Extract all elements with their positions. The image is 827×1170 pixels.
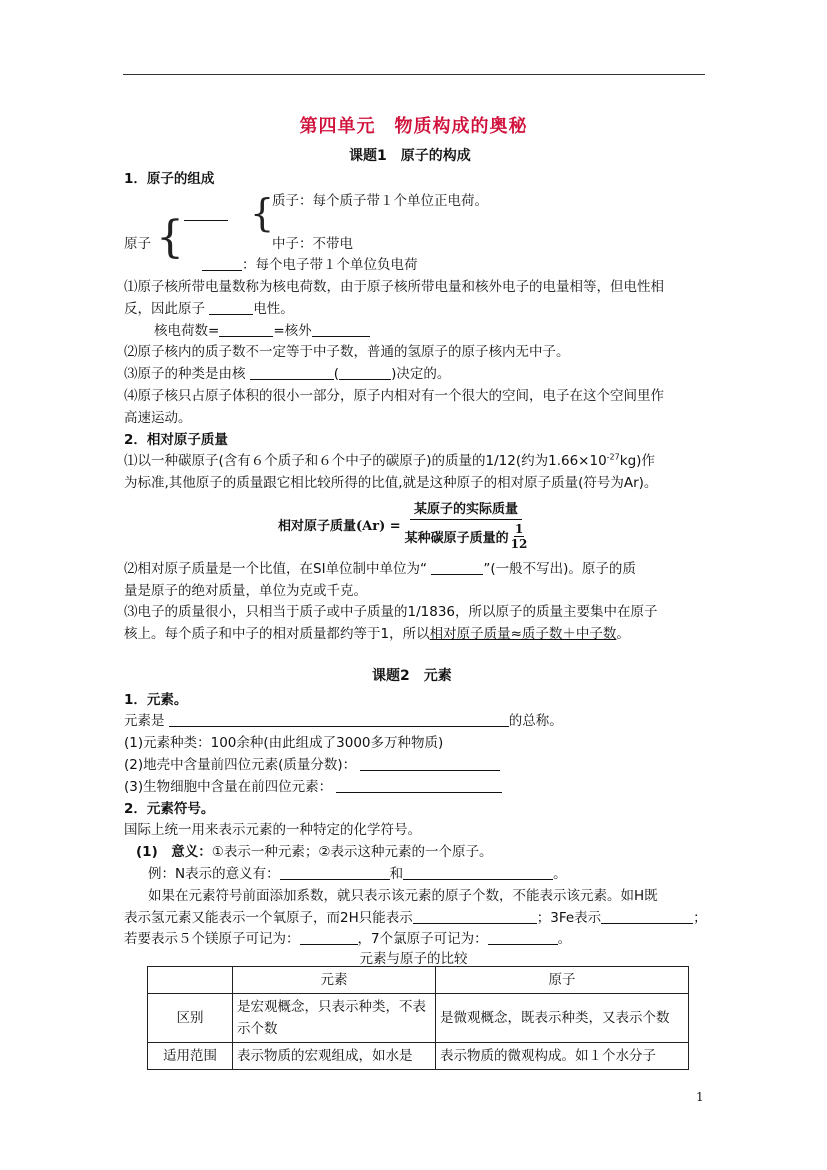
para-q2a-pre: ⑵相对原子质量是一个比值，在SI单位制中单位为“ [124, 561, 428, 577]
para-4a: ⑷原子核只占原子体积的很小一部分，原子内相对有一个很大的空间，电子在这个空间里作 [124, 388, 664, 404]
formula-denominator: 某种碳原子质量的 [404, 531, 509, 546]
header-rule [123, 74, 705, 75]
table-caption: 元素与原子的比较 [359, 951, 468, 967]
para-1b-pre: 反，因此原子 [124, 301, 205, 317]
electron-line: ：每个电子带１个单位负电荷 [242, 257, 418, 273]
cell-blank [336, 778, 502, 793]
table-cell: 适用范围 [148, 1043, 233, 1070]
lesson1-heading: 课题1 原子的构成 [349, 148, 471, 164]
symbol-intro: 国际上统一用来表示元素的一种特定的化学符号。 [124, 822, 421, 838]
table-header-row [148, 967, 689, 994]
para-2: ⑵原子核内的质子数不一定等于中子数，普通的氢原子的原子核内无中子。 [124, 344, 570, 360]
example-mid: 和 [389, 866, 404, 882]
section-atom-composition: 1．原子的组成 [124, 171, 215, 187]
coefficient-line-2-post: ； [693, 910, 707, 926]
element-def-pre: 元素是 [124, 713, 165, 729]
para-1b-post: 电性。 [253, 301, 294, 317]
coefficient-line-3-mid: ，7个氯原子可记为： [357, 931, 488, 947]
lesson2-heading: 课题2 元素 [372, 668, 452, 684]
para-q2b: 量是原子的绝对质量，单位为克或千克。 [124, 583, 367, 599]
element-list-1: (1)元素种类：100余种(由此组成了3000多万种物质) [124, 735, 444, 751]
charge-blank [209, 300, 253, 315]
table-cell: 是宏观概念，只表示种类，不表示个数 [233, 994, 436, 1043]
table-cell: 表示物质的微观构成。如１个水分子 [436, 1043, 689, 1070]
example-blank1 [280, 865, 390, 880]
nuclear-charge-blank1 [219, 322, 273, 337]
formula-numerator: 某原子的实际质量 [410, 498, 522, 520]
coefficient-line-2-pre: 表示氢元素又能表示一个氧原子，而2H只能表示 [124, 910, 413, 926]
nucleus-blank [184, 220, 228, 221]
crust-blank [360, 756, 500, 771]
atom-label: 原子 [124, 236, 151, 252]
table-header-cell [148, 967, 233, 994]
nuclear-charge-label: 核电荷数= [154, 323, 220, 339]
unit-blank [431, 560, 483, 575]
example-post: 。 [553, 866, 567, 882]
proton-line: 质子：每个质子带１个单位正电荷。 [272, 193, 488, 209]
electron-blank [202, 256, 242, 271]
para-q3b-pre: 核上。每个质子和中子的相对质量都约等于1，所以 [124, 626, 430, 642]
para-q1a-pre: ⑴以一种碳原子(含有６个质子和６个中子的碳原子)的质量的1/12(约为1.66×10 [124, 453, 607, 469]
coefficient-line-3-post: 。 [557, 931, 572, 947]
table-row [148, 994, 689, 1043]
section-element-symbol: 2．元素符号。 [124, 801, 215, 817]
fraction-one: 1 [514, 522, 524, 536]
element-list-3: (3)生物细胞中含量在前四位元素： [124, 779, 333, 795]
para-q3b-post: 。 [616, 626, 630, 642]
para-q2a-post: ”(一般不写出)。原子的质 [483, 561, 636, 577]
meaning-text: ①表示一种元素；②表示这种元素的一个原子。 [211, 844, 493, 860]
fraction-twelve: 12 [510, 537, 528, 551]
atom-type-blank2 [339, 365, 391, 380]
coefficient-line-3-pre: 若要表示５个镁原子可记为： [124, 931, 300, 947]
para-q1b: 为标准,其他原子的质量跟它相比较所得的比值,就是这种原子的相对原子质量(符号为Ar)。 [124, 475, 658, 491]
formula-lhs: 相对原子质量(Ar) = [278, 519, 401, 534]
nuclear-charge-mid: =核外 [273, 323, 312, 339]
para-1a: ⑴原子核所带电量数称为核电荷数，由于原子核所带电量和核外电子的电量相等，但电性相 [124, 279, 664, 295]
cl-blank [488, 930, 558, 945]
table-row [148, 1043, 689, 1070]
meaning-label: (1) 意义： [136, 844, 212, 860]
section-relative-mass: 2．相对原子质量 [124, 432, 228, 448]
element-list-2: (2)地壳中含量前四位元素(质量分数)： [124, 757, 357, 773]
inner-brace: { [250, 191, 275, 235]
example-pre: 例：N表示的意义有： [148, 866, 280, 882]
table-cell: 表示物质的宏观组成，如水是 [233, 1043, 436, 1070]
atom-type-blank [250, 365, 334, 380]
para-4b: 高速运动。 [124, 410, 192, 426]
3fe-blank [601, 909, 693, 924]
coefficient-line-1: 如果在元素符号前面添加系数，就只表示该元素的原子个数，不能表示该元素。如H既 [148, 888, 658, 904]
table-header-cell: 原子 [436, 967, 689, 994]
table-header-cell: 元素 [233, 967, 436, 994]
para-q1a-post: kg)作 [619, 453, 655, 469]
para-3-pre: ⑶原子的种类是由核 [124, 366, 246, 382]
relative-mass-formula [278, 498, 527, 551]
comparison-table [147, 966, 689, 1070]
page-number: 1 [696, 1090, 704, 1104]
2h-blank [413, 909, 537, 924]
mg-blank [300, 930, 358, 945]
example-blank2 [403, 865, 553, 880]
section-element: 1．元素。 [124, 692, 188, 708]
element-def-blank [169, 712, 509, 727]
table-cell: 区别 [148, 994, 233, 1043]
para-3-post: )决定的。 [391, 366, 451, 382]
para-q3a: ⑶电子的质量很小，只相当于质子或中子质量的1/1836，所以原子的质量主要集中在原子 [124, 604, 658, 620]
outer-brace: { [156, 212, 184, 263]
nuclear-charge-blank2 [312, 322, 370, 337]
exponent: -27 [606, 452, 620, 462]
table-cell: 是微观概念，既表示种类，又表示个数 [436, 994, 689, 1043]
neutron-line: 中子：不带电 [272, 236, 353, 252]
unit-title: 第四单元 物质构成的奥秘 [299, 116, 528, 137]
element-def-post: 的总称。 [508, 713, 563, 729]
para-3-mid: ( [333, 366, 340, 382]
para-q3b-underlined: 相对原子质量≈质子数＋中子数 [429, 626, 617, 642]
coefficient-line-2-mid: ；3Fe表示 [536, 910, 602, 926]
formula-fraction [405, 498, 528, 551]
